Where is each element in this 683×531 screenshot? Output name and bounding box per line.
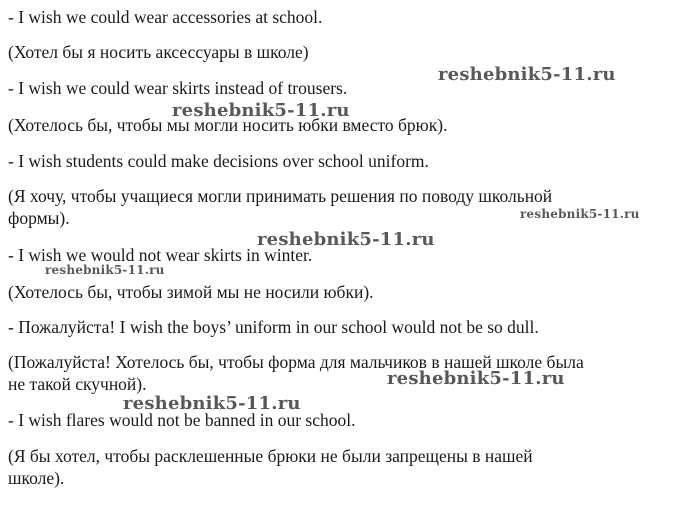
text-line-15: школе). (8, 468, 65, 488)
text-line-6: (Я хочу, чтобы учащиеся могли принимать решения по поводу школьной (8, 186, 553, 206)
watermark-7: reshebnik5-11.ru (123, 393, 301, 414)
text-line-8: - I wish we would not wear skirts in winter. (8, 245, 313, 265)
text-line-4: (Хотелось бы, чтобы мы могли носить юбки вместо брюк). (8, 115, 448, 135)
watermark-2: reshebnik5-11.ru (172, 100, 350, 121)
text-line-9: (Хотелось бы, чтобы зимой мы не носили юбки). (8, 282, 374, 302)
watermark-6: reshebnik5-11.ru (387, 368, 565, 389)
text-line-7: формы). (8, 208, 70, 228)
text-line-13: - I wish flares would not be banned in our school. (8, 410, 356, 430)
text-line-1: - I wish we could wear accessories at school. (8, 7, 323, 27)
text-line-3: - I wish we could wear skirts instead of trousers. (8, 78, 348, 98)
text-line-5: - I wish students could make decisions over school uniform. (8, 151, 429, 171)
watermark-1: reshebnik5-11.ru (438, 64, 616, 85)
text-line-12: не такой скучной). (8, 374, 147, 394)
text-line-10: - Пожалуйста! I wish the boys’ uniform in our school would not be so dull. (8, 317, 539, 337)
text-line-14: (Я бы хотел, чтобы расклешенные брюки не были запрещены в нашей (8, 446, 533, 466)
watermark-5: reshebnik5-11.ru (45, 263, 165, 277)
text-line-11: (Пожалуйста! Хотелось бы, чтобы форма для мальчиков в нашей школе была (8, 352, 584, 372)
watermark-4: reshebnik5-11.ru (257, 229, 435, 250)
text-line-2: (Хотел бы я носить аксессуары в школе) (8, 42, 309, 62)
watermark-3: reshebnik5-11.ru (520, 207, 640, 221)
